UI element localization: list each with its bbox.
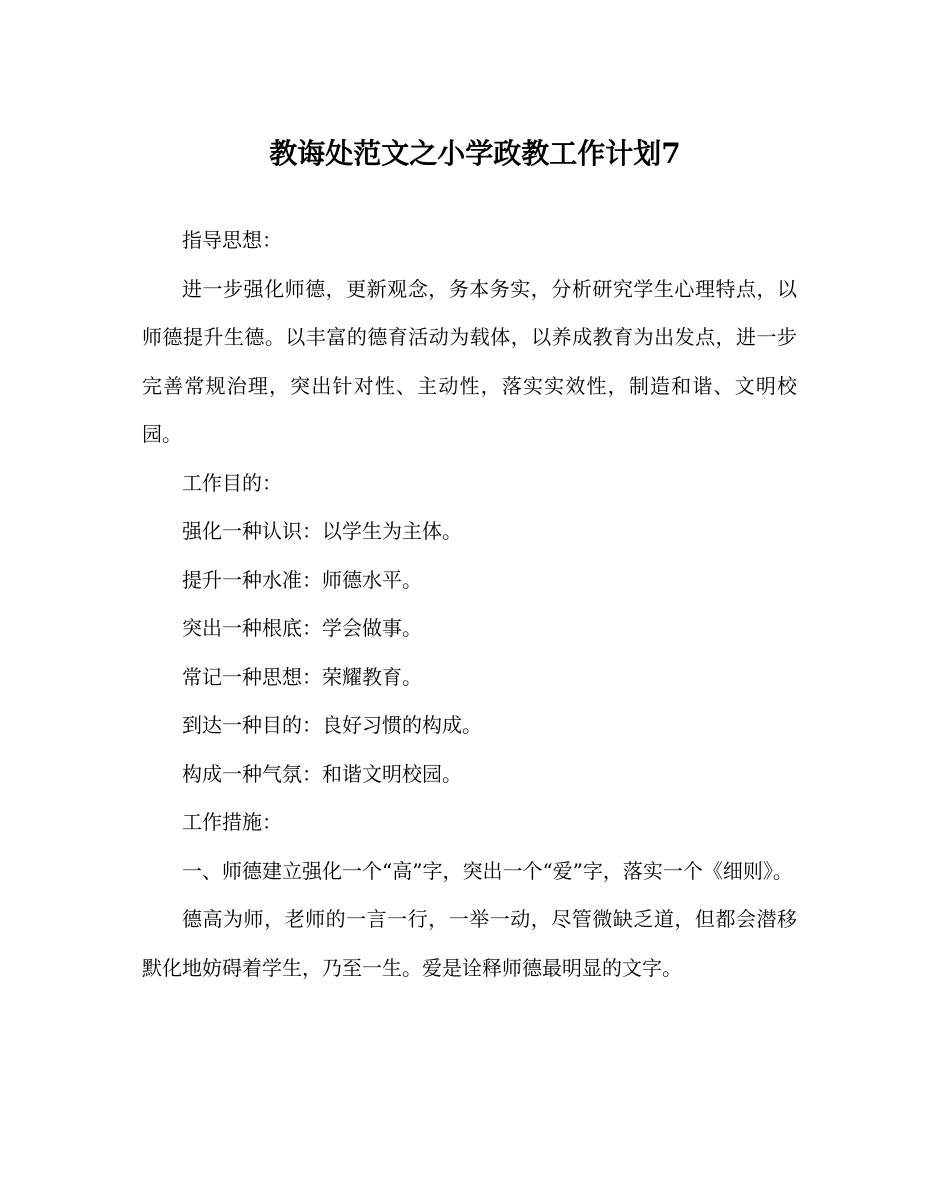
goal-item: 构成一种气氛：和谐文明校园。 [182,761,462,786]
goal-item: 常记一种思想：荣耀教育。 [182,664,422,689]
paragraph-teacher-ethics: 德高为师，老师的一言一行，一举一动，尽管微缺乏道，但都会潜移默化地妨碍着学生，乃至一生。爱是诠释师德最明显的文字。 [142,907,797,980]
measure-item: 一、师德建立强化一个“高”字，突出一个“爱”字，落实一个《细则》。 [182,858,793,883]
goal-item: 到达一种目的：良好习惯的构成。 [182,713,482,737]
goal-item: 强化一种认识：以学生为主体。 [182,519,462,543]
goal-item: 提升一种水准：师德水平。 [182,567,422,592]
paragraph-guiding-thought: 进一步强化师德，更新观念，务本务实，分析研究学生心理特点，以师德提升生德。以丰富的德育活动为载体，以养成教育为出发点，进一步完善常规治理，突出针对性、主动性，落实实效性，制造和谐、文明校园。 [142,276,797,446]
heading-guiding-thought: 指导思想： [182,228,282,252]
goal-item: 突出一种根底：学会做事。 [182,616,422,640]
document-body [142,216,797,992]
heading-work-goals: 工作目的： [182,470,282,495]
document-title: 教诲处范文之小学政教工作计划7 [269,137,681,170]
heading-work-measures: 工作措施： [182,810,282,834]
